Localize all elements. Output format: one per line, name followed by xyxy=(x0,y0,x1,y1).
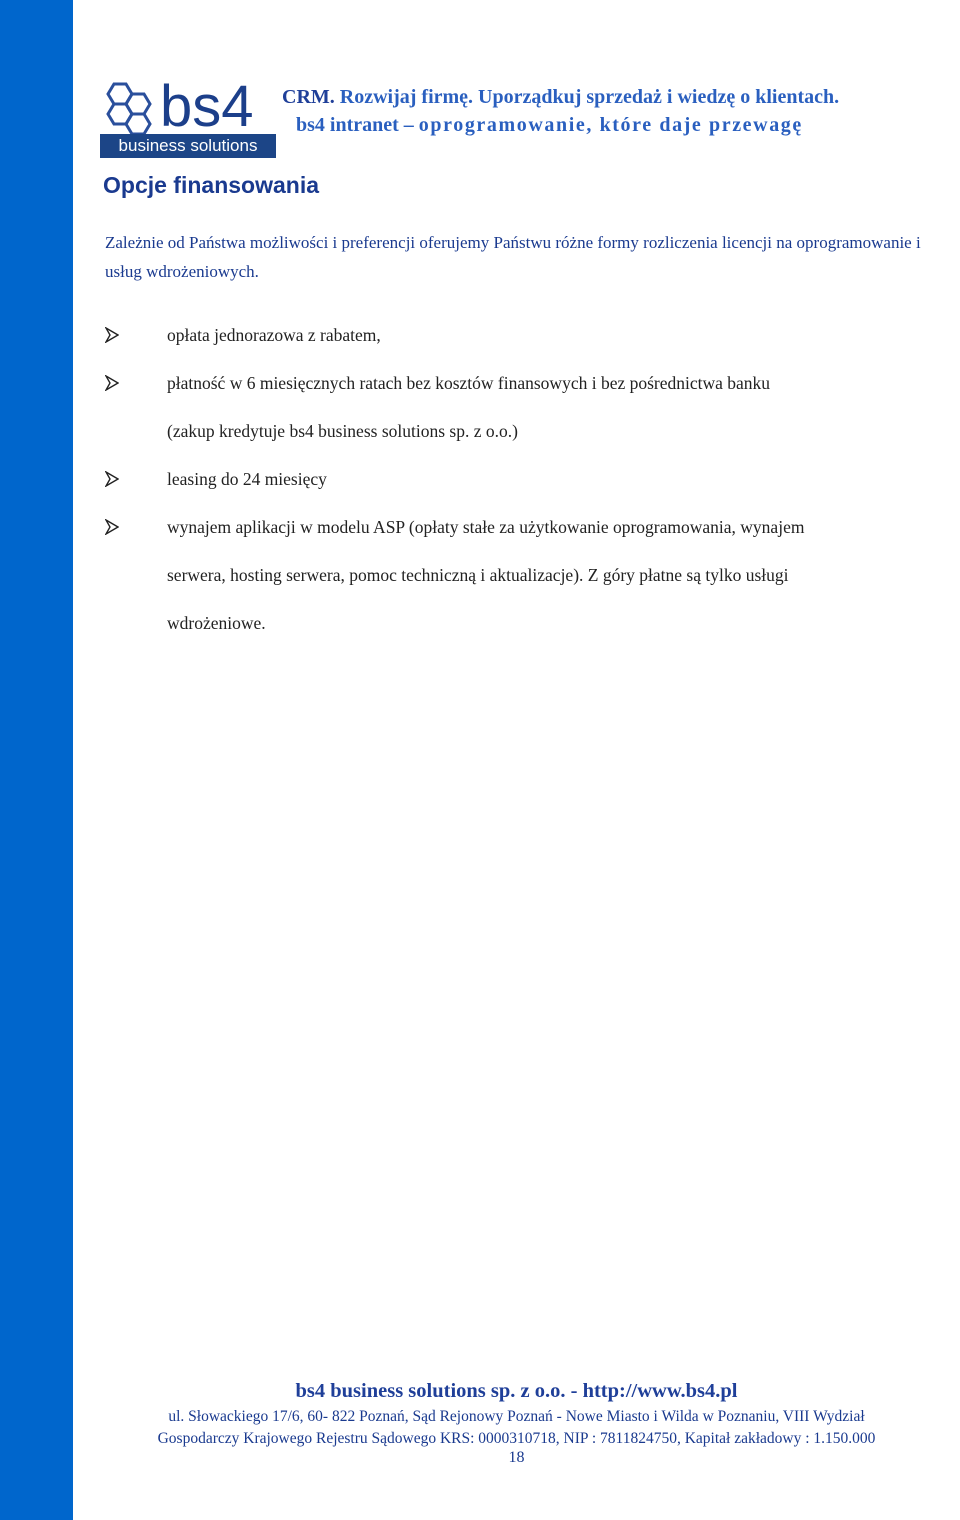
list-item xyxy=(105,455,960,503)
arrow-bullet-icon xyxy=(105,455,121,503)
arrow-bullet-icon xyxy=(105,503,121,551)
sub-tagline-dash: – xyxy=(403,114,414,136)
list-item-text-continued: wdrożeniowe. xyxy=(167,613,266,633)
header-sub-tagline xyxy=(296,114,803,137)
arrow-bullet-icon xyxy=(105,311,121,359)
footer-address: ul. Słowackiego 17/6, 60- 822 Poznań, Sąd Rejonowy Poznań - Nowe Miasto i Wilda w Poznaniu, VIII Wydział xyxy=(168,1408,865,1425)
list-item-text: opłata jednorazowa z rabatem, xyxy=(167,325,381,345)
list-item xyxy=(105,311,960,359)
section-title: Opcje finansowania xyxy=(103,172,319,198)
list-item xyxy=(105,503,960,647)
intro-paragraph: Zależnie od Państwa możliwości i preferencji oferujemy Państwu różne formy rozliczenia licencji na oprogramowanie i usług wdrożeniowych. xyxy=(105,233,921,281)
logo-subtitle: business solutions xyxy=(100,134,276,158)
page-number: 18 xyxy=(508,1449,525,1466)
logo-text: bs4 xyxy=(160,80,254,134)
hexagon-logo-icon xyxy=(100,80,276,134)
header-tagline xyxy=(282,86,839,109)
company-logo xyxy=(100,80,276,158)
tagline-text: Rozwijaj firmę. Uporządkuj sprzedaż i wiedzę o klientach. xyxy=(339,86,840,108)
sub-tagline-name: bs4 intranet xyxy=(296,114,399,136)
tagline-crm: CRM. xyxy=(282,86,335,108)
list-item-text-continued: (zakup kredytuje bs4 business solutions sp. z o.o.) xyxy=(167,421,518,441)
left-sidebar-band xyxy=(0,0,73,1520)
sub-tagline-slogan: oprogramowanie, które daje przewagę xyxy=(418,114,803,136)
footer-company: bs4 business solutions sp. z o.o. - http://www.bs4.pl xyxy=(295,1380,738,1402)
arrow-bullet-icon xyxy=(105,359,121,407)
list-item xyxy=(105,359,960,455)
list-item-text: leasing do 24 miesięcy xyxy=(167,469,327,489)
list-item-text: wynajem aplikacji w modelu ASP (opłaty stałe za użytkowanie oprogramowania, wynajem xyxy=(167,517,805,537)
footer-registry: Gospodarczy Krajowego Rejestru Sądowego KRS: 0000310718, NIP : 7811824750, Kapitał zakładowy : 1.150.000 xyxy=(157,1430,876,1447)
financing-options-list xyxy=(105,311,960,647)
list-item-text-continued: serwera, hosting serwera, pomoc techniczną i aktualizacje). Z góry płatne są tylko usługi xyxy=(167,565,789,585)
list-item-text: płatność w 6 miesięcznych ratach bez kosztów finansowych i bez pośrednictwa banku xyxy=(167,373,771,393)
